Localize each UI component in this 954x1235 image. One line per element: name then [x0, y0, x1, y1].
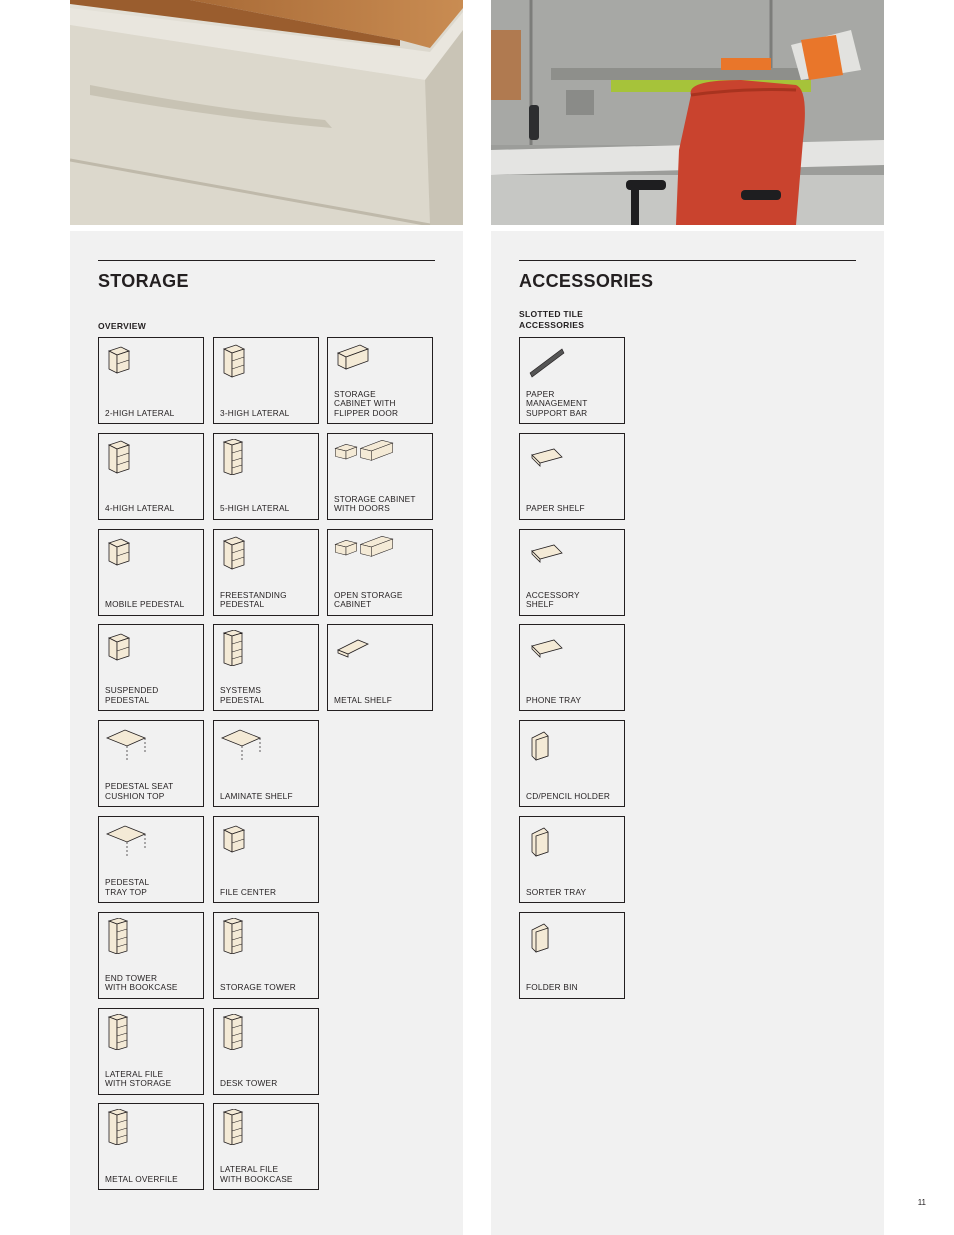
storage-tile [213, 337, 319, 424]
accessories-tile-label: PAPER MANAGEMENT SUPPORT BAR [526, 388, 588, 418]
accessories-illustration-icon [526, 630, 586, 666]
storage-illustration-icon [220, 1109, 280, 1145]
accessories-tile [519, 816, 625, 903]
storage-illustration-icon [220, 343, 280, 379]
accessories-tile [519, 720, 625, 807]
storage-illustration-icon [105, 535, 165, 571]
accessories-illustration-icon [526, 343, 586, 379]
storage-tile [327, 624, 433, 711]
storage-tile [213, 720, 319, 807]
accessories-tile-label: PHONE TRAY [526, 694, 582, 705]
storage-tile-label: STORAGE CABINET WITH DOORS [334, 493, 416, 514]
accessories-tile-label: PAPER SHELF [526, 503, 585, 514]
storage-tile [327, 433, 433, 520]
storage-tile-label: 2-HIGH LATERAL [105, 407, 175, 418]
storage-tile-label: MOBILE PEDESTAL [105, 599, 185, 610]
storage-illustration-icon [334, 439, 394, 475]
storage-tile [213, 816, 319, 903]
storage-tile [98, 337, 204, 424]
storage-illustration-icon [105, 1109, 165, 1145]
storage-illustration-icon [105, 439, 165, 475]
storage-illustration-icon [220, 726, 280, 762]
storage-tile-label: FREESTANDING PEDESTAL [220, 589, 287, 610]
page-number: 11 [917, 1198, 926, 1207]
storage-illustration-icon [105, 822, 165, 858]
storage-illustration-icon [334, 630, 394, 666]
storage-tile-label: OPEN STORAGE CABINET [334, 589, 403, 610]
storage-tile [98, 720, 204, 807]
accessories-photo [491, 0, 884, 225]
storage-tile [213, 912, 319, 999]
storage-tile-label: DESK TOWER [220, 1078, 278, 1089]
storage-tile-label: PEDESTAL TRAY TOP [105, 877, 150, 897]
section-divider [519, 260, 856, 261]
storage-tile [98, 816, 204, 903]
storage-illustration-icon [220, 918, 280, 954]
storage-tile-label: LATERAL FILE WITH STORAGE [105, 1068, 172, 1089]
storage-tile-label: STORAGE CABINET WITH FLIPPER DOOR [334, 388, 399, 418]
storage-tile-label: LAMINATE SHELF [220, 790, 293, 801]
storage-tile [98, 529, 204, 616]
storage-illustration-icon [220, 535, 280, 571]
storage-tile [98, 433, 204, 520]
accessories-illustration-icon [526, 822, 586, 858]
storage-tile [98, 912, 204, 999]
storage-illustration-icon [334, 343, 394, 379]
storage-title: STORAGE [98, 271, 189, 291]
accessories-subheading: SLOTTED TILE ACCESSORIES [519, 309, 585, 330]
storage-tile [327, 337, 433, 424]
storage-tile-label: 4-HIGH LATERAL [105, 503, 175, 514]
accessories-section [491, 231, 884, 1235]
storage-tile-label: END TOWER WITH BOOKCASE [105, 972, 178, 993]
storage-tile-label: SUSPENDED PEDESTAL [105, 685, 159, 705]
accessories-illustration-icon [526, 726, 586, 762]
storage-tile [98, 1103, 204, 1190]
storage-tile-label: 3-HIGH LATERAL [220, 407, 290, 418]
storage-tile [213, 1008, 319, 1095]
section-divider [98, 260, 435, 261]
accessories-title: ACCESSORIES [519, 271, 654, 291]
accessories-tile [519, 433, 625, 520]
storage-tile-label: SYSTEMS PEDESTAL [220, 685, 265, 705]
storage-tile [213, 1103, 319, 1190]
storage-tile-label: METAL OVERFILE [105, 1173, 178, 1184]
storage-tile [213, 624, 319, 711]
storage-illustration-icon [105, 918, 165, 954]
storage-tile [327, 529, 433, 616]
accessories-tile [519, 337, 625, 424]
storage-illustration-icon [334, 535, 394, 571]
storage-tile [213, 433, 319, 520]
storage-tile [98, 624, 204, 711]
storage-illustration-icon [105, 630, 165, 666]
accessories-tile-label: CD/PENCIL HOLDER [526, 790, 611, 801]
storage-subheading: OVERVIEW [98, 321, 147, 331]
storage-photo [70, 0, 463, 225]
accessories-illustration-icon [526, 535, 586, 571]
storage-tile-label: FILE CENTER [220, 886, 277, 897]
storage-illustration-icon [105, 726, 165, 762]
accessories-tile-label: ACCESSORY SHELF [526, 589, 580, 610]
accessories-tile [519, 912, 625, 999]
accessories-tile [519, 529, 625, 616]
accessories-tile-label: FOLDER BIN [526, 982, 578, 993]
storage-tile-label: PEDESTAL SEAT CUSHION TOP [105, 781, 174, 801]
storage-illustration-icon [105, 1014, 165, 1050]
storage-tile [213, 529, 319, 616]
storage-section [70, 231, 463, 1235]
storage-illustration-icon [220, 630, 280, 666]
accessories-tile-label: SORTER TRAY [526, 886, 587, 897]
storage-tile [98, 1008, 204, 1095]
storage-illustration-icon [220, 439, 280, 475]
storage-tile-label: LATERAL FILE WITH BOOKCASE [220, 1164, 293, 1184]
storage-illustration-icon [220, 1014, 280, 1050]
accessories-illustration-icon [526, 918, 586, 954]
storage-illustration-icon [220, 822, 280, 858]
accessories-tile [519, 624, 625, 711]
storage-tile-label: METAL SHELF [334, 694, 392, 705]
storage-tile-label: STORAGE TOWER [220, 982, 296, 993]
storage-illustration-icon [105, 343, 165, 379]
storage-tile-label: 5-HIGH LATERAL [220, 503, 290, 514]
accessories-illustration-icon [526, 439, 586, 475]
